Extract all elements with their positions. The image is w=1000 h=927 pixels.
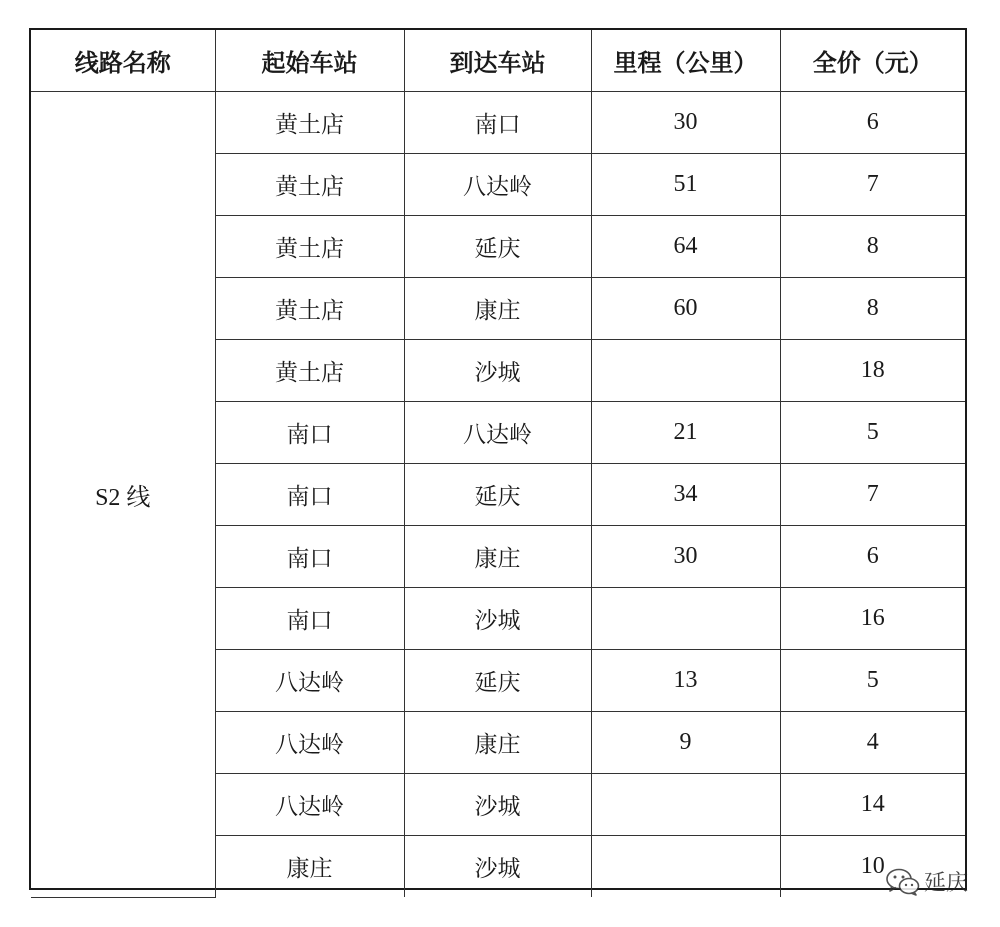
- table-header-row: [31, 30, 965, 92]
- cell-fare: 4: [780, 712, 965, 774]
- cell-distance: 64: [591, 216, 780, 278]
- cell-start-station: 黄土店: [215, 278, 404, 340]
- cell-distance: [591, 340, 780, 402]
- cell-end-station: 延庆: [404, 464, 591, 526]
- cell-distance: 51: [591, 154, 780, 216]
- header-line-name: 线路名称: [31, 30, 215, 92]
- cell-end-station: 南口: [404, 92, 591, 154]
- cell-fare: 7: [780, 154, 965, 216]
- cell-distance: 30: [591, 526, 780, 588]
- header-start-station: 起始车站: [215, 30, 404, 92]
- cell-end-station: 沙城: [404, 588, 591, 650]
- cell-fare: 8: [780, 278, 965, 340]
- cell-end-station: 康庄: [404, 278, 591, 340]
- cell-start-station: 黄土店: [215, 216, 404, 278]
- header-distance: 里程（公里）: [591, 30, 780, 92]
- cell-fare: 8: [780, 216, 965, 278]
- cell-fare: 16: [780, 588, 965, 650]
- cell-start-station: 康庄: [215, 836, 404, 898]
- cell-fare: 10: [780, 836, 965, 898]
- cell-end-station: 八达岭: [404, 402, 591, 464]
- cell-start-station: 南口: [215, 588, 404, 650]
- cell-end-station: 沙城: [404, 836, 591, 898]
- cell-distance: 30: [591, 92, 780, 154]
- cell-start-station: 八达岭: [215, 650, 404, 712]
- cell-line-name: S2 线: [31, 92, 215, 898]
- cell-end-station: 延庆: [404, 650, 591, 712]
- cell-fare: 14: [780, 774, 965, 836]
- cell-start-station: 南口: [215, 464, 404, 526]
- cell-distance: 60: [591, 278, 780, 340]
- cell-start-station: 南口: [215, 526, 404, 588]
- cell-end-station: 八达岭: [404, 154, 591, 216]
- cell-fare: 18: [780, 340, 965, 402]
- cell-start-station: 黄土店: [215, 340, 404, 402]
- cell-distance: 21: [591, 402, 780, 464]
- cell-end-station: 延庆: [404, 216, 591, 278]
- cell-distance: 13: [591, 650, 780, 712]
- cell-distance: 34: [591, 464, 780, 526]
- cell-distance: [591, 774, 780, 836]
- cell-start-station: 八达岭: [215, 712, 404, 774]
- cell-end-station: 沙城: [404, 340, 591, 402]
- cell-fare: 5: [780, 402, 965, 464]
- cell-end-station: 康庄: [404, 712, 591, 774]
- cell-distance: [591, 836, 780, 898]
- cell-start-station: 八达岭: [215, 774, 404, 836]
- cell-distance: [591, 588, 780, 650]
- cell-start-station: 黄土店: [215, 154, 404, 216]
- table-row: [31, 92, 965, 154]
- table-body: [31, 92, 965, 898]
- cell-fare: 5: [780, 650, 965, 712]
- cell-end-station: 康庄: [404, 526, 591, 588]
- header-fare: 全价（元）: [780, 30, 965, 92]
- cell-distance: 9: [591, 712, 780, 774]
- cell-end-station: 沙城: [404, 774, 591, 836]
- fare-table: [31, 30, 965, 898]
- header-end-station: 到达车站: [404, 30, 591, 92]
- cell-start-station: 南口: [215, 402, 404, 464]
- cell-fare: 7: [780, 464, 965, 526]
- fare-table-container: [29, 28, 967, 890]
- cell-start-station: 黄土店: [215, 92, 404, 154]
- cell-fare: 6: [780, 526, 965, 588]
- cell-fare: 6: [780, 92, 965, 154]
- watermark-text: 延庆: [923, 871, 968, 896]
